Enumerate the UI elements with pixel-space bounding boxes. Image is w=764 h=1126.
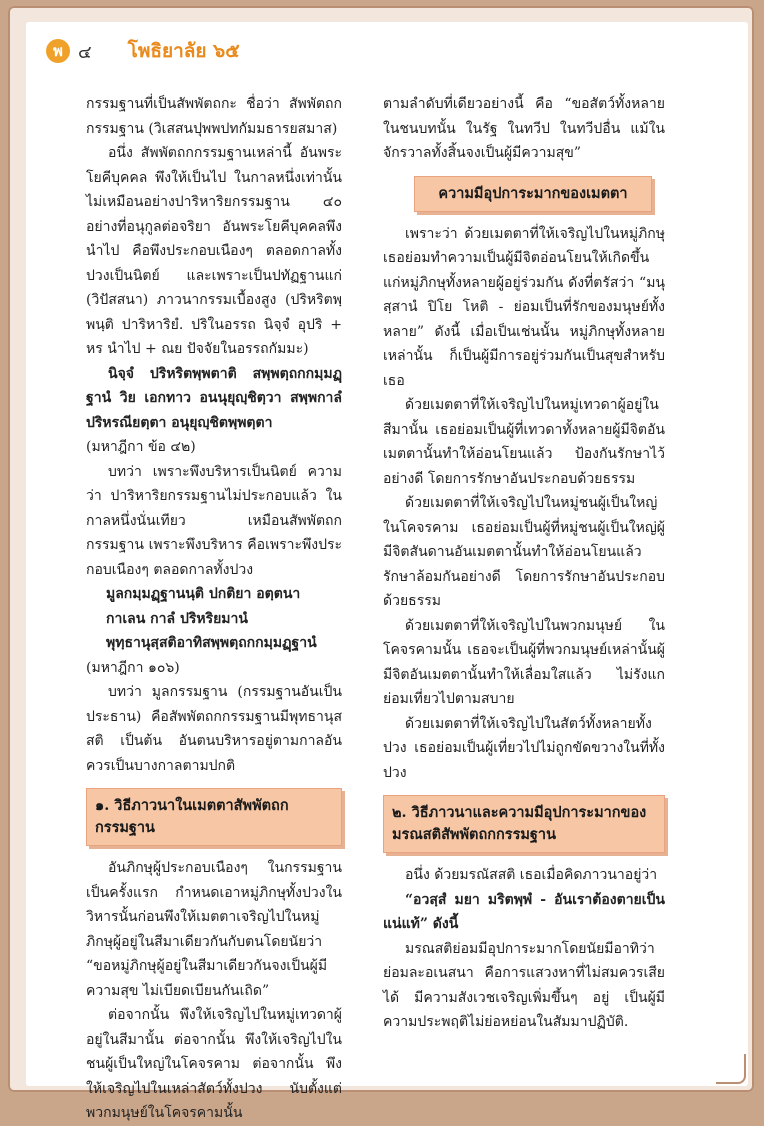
verse-line: มูลกมฺมฏฺฐานนฺติ ปกติยา อตฺตนา [106,586,301,602]
section-heading: ๑. วิธีภาวนาในเมตตาสัพพัตถกกรรมฐาน [86,788,342,846]
paragraph: บทว่า เพราะพึงบริหารเป็นนิตย์ ความว่า ปาริหาริยกรรมฐานไม่ประกอบแล้ว ในกาลหนึ่งนั่นเทียว เหมือนสัพพัตถกกรรมฐาน เพราะพึงบริหาร คือเพราะพึงประกอบเนืองๆ ตลอดกาลทั้งปวง [86,463,342,578]
paragraph: อนึ่ง ด้วยมรณัสสติ เธอเมื่อคิดภาวนาอยู่ว่า [405,867,658,883]
paragraph: ต่อจากนั้น พึงให้เจริญไปในหมู่เทวดาผู้อยู่ในสีมานั้น ต่อจากนั้น พึงให้เจริญไปในชนผู้เป็นใหญ่ในโคจรคาม ต่อจากนั้น พึงให้เจริญไปในเหล่าสัตว์ทั้งปวง นับตั้งแต่พวกมนุษย์ในโคจรคามนั้น [86,1007,342,1121]
paragraph: ด้วยเมตตาที่ให้เจริญไปในหมู่ชนผู้เป็นใหญ่ในโคจรคาม เธอย่อมเป็นผู้ที่หมู่ชนผู้เป็นใหญ่ผู้มีจิตสันดานอันเมตตานั้นทำให้อ่อนโยนแล้ว รักษาล้อมกันอย่างดี โดยการรักษาอันประกอบด้วยธรรม [383,495,665,609]
paragraph: เพราะว่า ด้วยเมตตาที่ให้เจริญไปในหมู่ภิกษุเธอย่อมทำความเป็นผู้มีจิตอ่อนโยนให้เกิดขึ้นแก่หมู่ภิกษุทั้งหลายผู้อยู่ร่วมกัน ดังที่ตรัสว่า “มนุสฺสานํ ปิโย โหติ - ย่อมเป็นที่รักของมนุษย์ทั้งหลาย” ดังนี้ เมื่อเป็นเช่นนั้น หมู่ภิกษุทั้งหลายเหล่านั้น ก็เป็นผู้มีการอยู่ร่วมกันเป็นสุขสำหรับเธอ [383,225,665,389]
page-header [46,36,240,66]
pali-quote: “อวสฺสํ มยา มริตพฺพํ - อันเราต้องตายเป็นแน่แท้” ดังนี้ [383,891,665,932]
publication-title: โพธิยาลัย ๖๕ [127,40,240,62]
paragraph: กรรมฐานที่เป็นสัพพัตถกะ ชื่อว่า สัพพัตถกกรรมฐาน (วิเสสนปุพพปทกัมมธารยสมาส) [86,96,342,137]
reference: (มหาฎีกา ข้อ ๔๒) [86,439,196,455]
paragraph: อนึ่ง สัพพัตถกกรรมฐานเหล่านี้ อันพระโยคีบุคคล พึงให้เป็นไป ในกาลหนึ่งเท่านั้น ไม่เหมือนอย่างปาริหาริยกรรมฐาน ๔๐ อย่างที่อนุกูลต่อจริยา อันพระโยคีบุคคลพึงนำไป คือพึงประกอบเนืองๆ ตลอดกาลทั้งปวงเป็นนิตย์ และเพราะเป็นปทัฏฐานแก่ (วิปัสสนา) ภาวนากรรมเบื้องสูง (ปริหริตพฺพนฺติ ปาริหาริยํ. ปริในอรรถ นิจฺจํ อุปริ + หร นำไป + ณย ปัจจัยในอรรถกัมมะ) [86,145,342,357]
left-column [86,92,342,1126]
reference: (มหาฎีกา ๑๐๖) [86,659,180,676]
paragraph: ด้วยเมตตาที่ให้เจริญไปในสัตว์ทั้งหลายทั้งปวง เธอย่อมเป็นผู้เที่ยวไปไม่ถูกขัดขวางในที่ทั้งปวง [383,715,665,781]
corner-ornament [716,1054,746,1084]
paragraph: ด้วยเมตตาที่ให้เจริญไปในหมู่เทวดาผู้อยู่ในสีมานั้น เธอย่อมเป็นผู้ที่เทวดาทั้งหลายผู้มีจิตอันเมตตานั้นทำให้อ่อนโยนแล้ว ป้องกันรักษาไว้อย่างดี โดยการรักษาอันประกอบด้วยธรรม [383,397,665,487]
publisher-logo-icon: พ [46,39,70,63]
paragraph: ตามลำดับที่เดียวอย่างนี้ คือ “ขอสัตว์ทั้งหลายในชนบทนั้น ในรัฐ ในทวีป ในทวีปอื่น แม้ในจักรวาลทั้งสิ้นจงเป็นผู้มีความสุข” [383,96,665,161]
pali-quote: นิจฺจํ ปริหริตพฺพตาติ สพฺพตฺถกกมฺมฏฺฐานํ วิย เอกทาว อนนุยุญฺชิตฺวา สพฺพกาลํ ปริหรณียตฺตา อนุยุญฺชิตพฺพตฺตา [86,365,342,431]
section-heading: ความมีอุปการะมากของเมตตา [414,176,652,212]
page-number: ๔ [78,41,92,63]
paragraph: บทว่า มูลกรรมฐาน (กรรมฐานอันเป็นประธาน) คือสัพพัตถกกรรมฐานมีพุทธานุสสติ เป็นต้น อันตนบริหารอยู่ตามกาลอันควรเป็นบางกาลตามปกติ [86,684,342,774]
paragraph: อันภิกษุผู้ประกอบเนืองๆ ในกรรมฐานเป็นครั้งแรก กำหนดเอาหมู่ภิกษุทั้งปวงในวิหารนั้นก่อนพึงให้เมตตาเจริญไปในหมู่ภิกษุผู้อยู่ในสีมาเดียวกันกับตนโดยนัยว่า “ขอหมู่ภิกษุผู้อยู่ในสีมาเดียวกันจงเป็นผู้มีความสุข ไม่เบียดเบียนกันเถิด” [86,860,342,999]
right-column [383,92,665,1035]
verse-line: กาเลน กาลํ ปริหริยมานํ [106,610,248,627]
paragraph: มรณสติย่อมมีอุปการะมากโดยนัยมีอาทิว่า ย่อมละอเนสนา คือการแสวงหาที่ไม่สมควรเสียได้ มีความสังเวชเจริญเพิ่มขึ้นๆ อยู่ เป็นผู้มีความประพฤติไม่ย่อหย่อนในสัมมาปฏิบัติ. [383,940,665,1030]
paragraph: ด้วยเมตตาที่ให้เจริญไปในพวกมนุษย์ ในโคจรคามนั้น เธอจะเป็นผู้ที่พวกมนุษย์เหล่านั้นผู้มีจิตอันเมตตานั้นทำให้เลื่อมใสแล้ว ไม่รังแก ย่อมเที่ยวไปตามสบาย [383,617,665,707]
section-heading: ๒. วิธีภาวนาและความมีอุปการะมากของมรณสติสัพพัตถกกรรมฐาน [383,795,665,853]
verse-line: พุทฺธานุสฺสติอาทิสพฺพตฺถกกมฺมฏฺฐานํ [106,635,317,651]
